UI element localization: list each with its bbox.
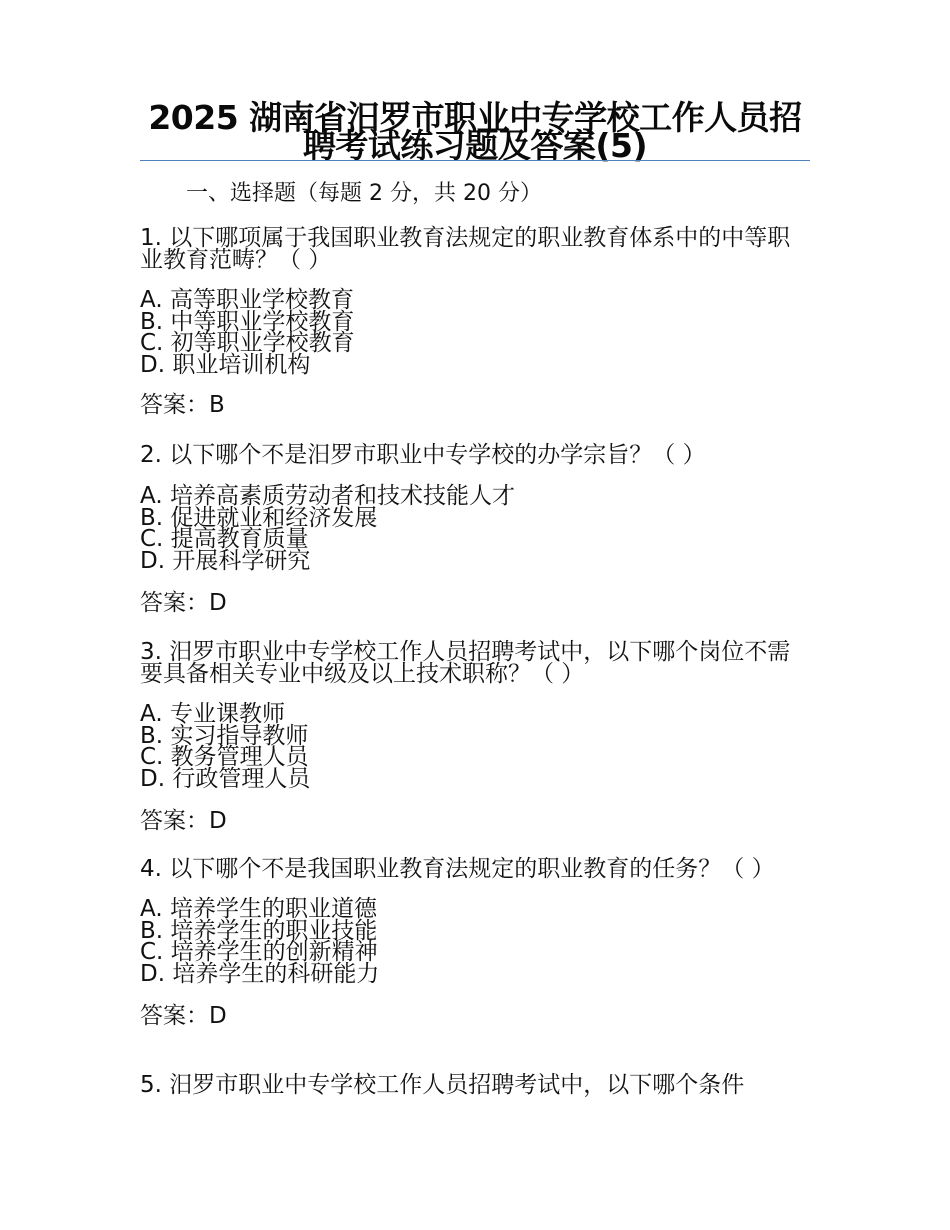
question-text: 1. 以下哪项属于我国职业教育法规定的职业教育体系中的中等职业教育范畴？（ ） xyxy=(140,225,791,273)
option-c: C. 提高教育质量 xyxy=(140,526,309,552)
question-2 xyxy=(140,444,800,615)
option-d: D. 开展科学研究 xyxy=(140,547,311,574)
question-text: 5. 汨罗市职业中专学校工作人员招聘考试中，以下哪个条件 xyxy=(140,1072,745,1098)
option-d: D. 行政管理人员 xyxy=(140,765,311,792)
answer-line: 答案：D xyxy=(140,590,227,616)
option-c: C. 培养学生的创新精神 xyxy=(140,939,378,965)
option-c: C. 初等职业学校教育 xyxy=(140,330,355,356)
title-underline xyxy=(140,160,810,161)
option-b: B. 培养学生的职业技能 xyxy=(140,917,378,944)
option-list xyxy=(140,483,800,574)
section-heading: 一、选择题（每题 2 分，共 20 分） xyxy=(186,181,542,206)
answer-line: 答案：D xyxy=(140,808,227,834)
option-list xyxy=(140,287,800,378)
question-text: 2. 以下哪个不是汨罗市职业中专学校的办学宗旨？（ ） xyxy=(140,442,706,468)
option-a: A. 高等职业学校教育 xyxy=(140,287,354,313)
document-title: 2025 湖南省汨罗市职业中专学校工作人员招聘考试练习题及答案(5) xyxy=(148,98,802,165)
option-d: D. 职业培训机构 xyxy=(140,351,311,378)
answer-line: 答案：D xyxy=(140,1003,227,1029)
option-list xyxy=(140,701,800,792)
question-4 xyxy=(140,858,800,1028)
question-text: 3. 汨罗市职业中专学校工作人员招聘考试中，以下哪个岗位不需要具备相关专业中级及以上技术职称？（ ） xyxy=(140,639,791,687)
option-a: A. 专业课教师 xyxy=(140,701,285,727)
answer-line: 答案：B xyxy=(140,392,225,418)
option-b: B. 实习指导教师 xyxy=(140,722,309,749)
option-b: B. 中等职业学校教育 xyxy=(140,308,355,335)
option-list xyxy=(140,896,800,987)
question-text: 4. 以下哪个不是我国职业教育法规定的职业教育的任务？（ ） xyxy=(140,856,775,882)
option-c: C. 教务管理人员 xyxy=(140,744,309,770)
option-a: A. 培养学生的职业道德 xyxy=(140,896,377,922)
question-3 xyxy=(140,641,800,833)
option-a: A. 培养高素质劳动者和技术技能人才 xyxy=(140,483,515,509)
option-b: B. 促进就业和经济发展 xyxy=(140,504,378,531)
question-5 xyxy=(140,1074,800,1096)
question-1 xyxy=(140,227,800,417)
option-d: D. 培养学生的科研能力 xyxy=(140,960,380,987)
